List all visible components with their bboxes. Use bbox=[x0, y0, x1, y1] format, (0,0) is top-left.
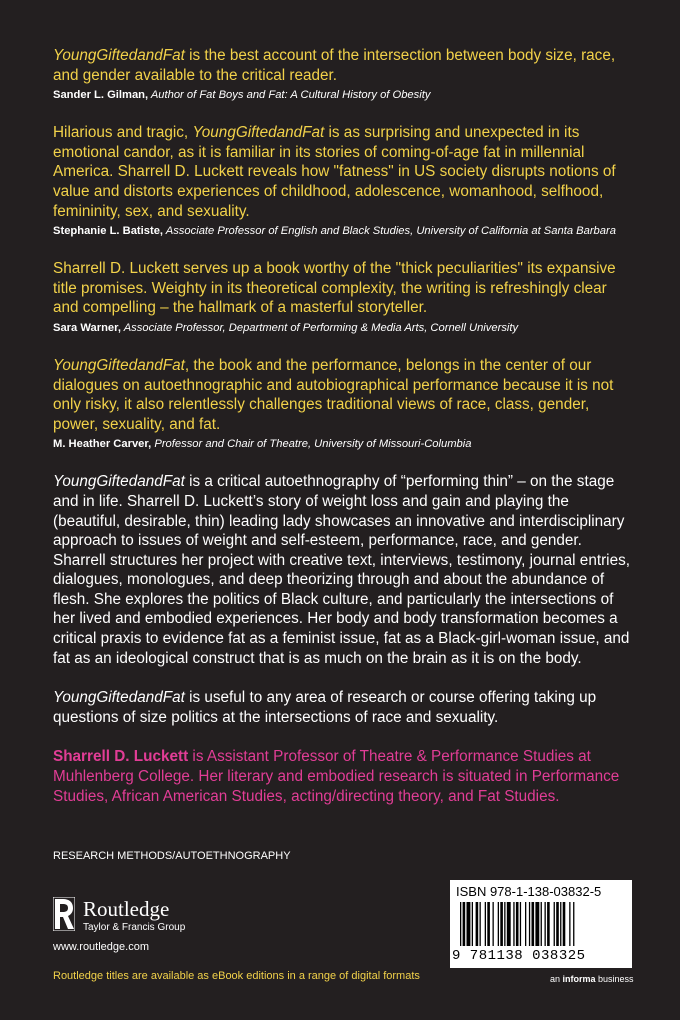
barcode-digits: 9 781138 038325 bbox=[452, 948, 586, 964]
book-title: YoungGiftedandFat bbox=[53, 473, 185, 491]
blurb-quote: Sharrell D. Luckett serves up a book worthy of the "thick peculiarities" its expansive title promises. Weighty in its theoretical complexity, the writing is refreshingly clear and compelling – the hallmark of a masterful storyteller. bbox=[53, 260, 616, 317]
description-text: is a critical autoethnography of “performing thin” – on the stage and in life. Sharrell D. Luckett’s story of weight loss and gain and playing the (beautiful, desirable, thin) leading lady showcases an innovative and interdisciplinary approach to issues of weight and self-esteem, performance, race, and gender. Sharrell structures her project with creative text, interviews, testimony, journal entries, dialogues, monologues, and deep theorizing through and about the abundance of flesh. She explores the politics of Black culture, and particularly the intersections of her lived and embodied experiences. Her body and body transformation becomes a critical praxis to evidence fat as a feminist issue, fat as a Black-girl-woman issue, and fat as an ideological construct that is as much on the brain as it is on the body. bbox=[53, 473, 630, 667]
reviewer-role: and bbox=[243, 89, 269, 102]
author-name: Sharrell D. Luckett bbox=[53, 748, 189, 766]
blurb-gilman bbox=[53, 46, 633, 103]
publisher-name: Routledge bbox=[83, 897, 170, 921]
barcode bbox=[450, 880, 632, 968]
blurb-quote bbox=[53, 46, 633, 85]
quote-text: is the best account of the intersection between body size, race, and gender available to the critical reader. bbox=[53, 47, 616, 84]
routledge-logo bbox=[53, 897, 213, 937]
reviewer-name: M. Heather Carver, bbox=[53, 438, 152, 451]
description-text: is useful to any area of research or course offering taking up questions of size politics at the intersections of race and sexuality. bbox=[53, 689, 597, 726]
author-bio-text: is Assistant Professor of Theatre & Performance Studies at Muhlenberg College. Her literary and embodied research is situated in Performance Studies, African American Studies, acting/directing theory, and Fat Studies. bbox=[53, 748, 620, 805]
reviewer-role: Associate Professor of English and Black Studies, University of California at Santa Barbara bbox=[163, 225, 616, 238]
informa-prefix: an bbox=[550, 974, 563, 984]
blurb-attribution bbox=[53, 87, 633, 103]
reviewer-role: Author of bbox=[148, 89, 200, 102]
quote-text: Hilarious and tragic, bbox=[53, 124, 193, 142]
description-paragraph bbox=[53, 688, 633, 727]
informa-suffix: business bbox=[595, 974, 634, 984]
informa-brand: informa bbox=[562, 974, 596, 984]
book-title: YoungGiftedandFat bbox=[53, 356, 185, 374]
subject-category: RESEARCH METHODS/AUTOETHNOGRAPHY bbox=[53, 850, 291, 862]
reviewer-book: Fat: A Cultural History of Obesity bbox=[268, 89, 431, 102]
blurb-batiste bbox=[53, 123, 633, 239]
blurb-attribution bbox=[53, 436, 633, 452]
routledge-r-icon bbox=[53, 897, 75, 931]
publisher-group: Taylor & Francis Group bbox=[83, 922, 186, 933]
blurb-quote bbox=[53, 123, 633, 221]
blurb-carver bbox=[53, 356, 633, 452]
blurb-attribution bbox=[53, 223, 633, 239]
book-title: YoungGiftedandFat bbox=[53, 47, 185, 64]
reviewer-role: Professor and Chair of Theatre, University of Missouri-Columbia bbox=[151, 438, 472, 451]
blurb-quote bbox=[53, 356, 633, 434]
ebook-note: Routledge titles are available as eBook editions in a range of digital formats bbox=[53, 970, 420, 982]
back-cover-content bbox=[53, 46, 633, 826]
barcode-bars bbox=[456, 902, 626, 948]
quote-text: is as surprising and unexpected in its emotional candor, as it is familiar in its stories of coming-of-age fat in millennial America. Sharrell D. Luckett reveals how "fatness" in US society disrupts notions of value and distorts experiences of childhood, adolescence, womanhood, selfhood, femininity, sex, and sexuality. bbox=[53, 124, 616, 220]
book-title: YoungGiftedandFat bbox=[53, 689, 185, 707]
publisher-website: www.routledge.com bbox=[53, 941, 149, 953]
reviewer-role: Associate Professor, Department of Performing & Media Arts, Cornell University bbox=[121, 321, 519, 334]
quote-text: , the book and the performance, belongs in the center of our dialogues on autoethnographic and autobiographical performance because it is not only risky, it also relentlessly challenges traditional views of race, class, gender, power, sexuality, and fat. bbox=[53, 356, 614, 433]
description-paragraph bbox=[53, 472, 633, 668]
informa-note bbox=[550, 974, 634, 984]
reviewer-book: Fat Boys bbox=[199, 89, 244, 102]
book-title: YoungGiftedandFat bbox=[192, 124, 325, 142]
reviewer-name: Stephanie L. Batiste, bbox=[53, 225, 164, 238]
isbn-label: ISBN 978-1-138-03832-5 bbox=[456, 884, 602, 899]
reviewer-name: Sara Warner, bbox=[53, 321, 121, 334]
blurb-attribution bbox=[53, 320, 633, 336]
reviewer-name: Sander L. Gilman, bbox=[53, 89, 149, 102]
blurb-warner bbox=[53, 259, 633, 336]
author-bio bbox=[53, 747, 633, 806]
